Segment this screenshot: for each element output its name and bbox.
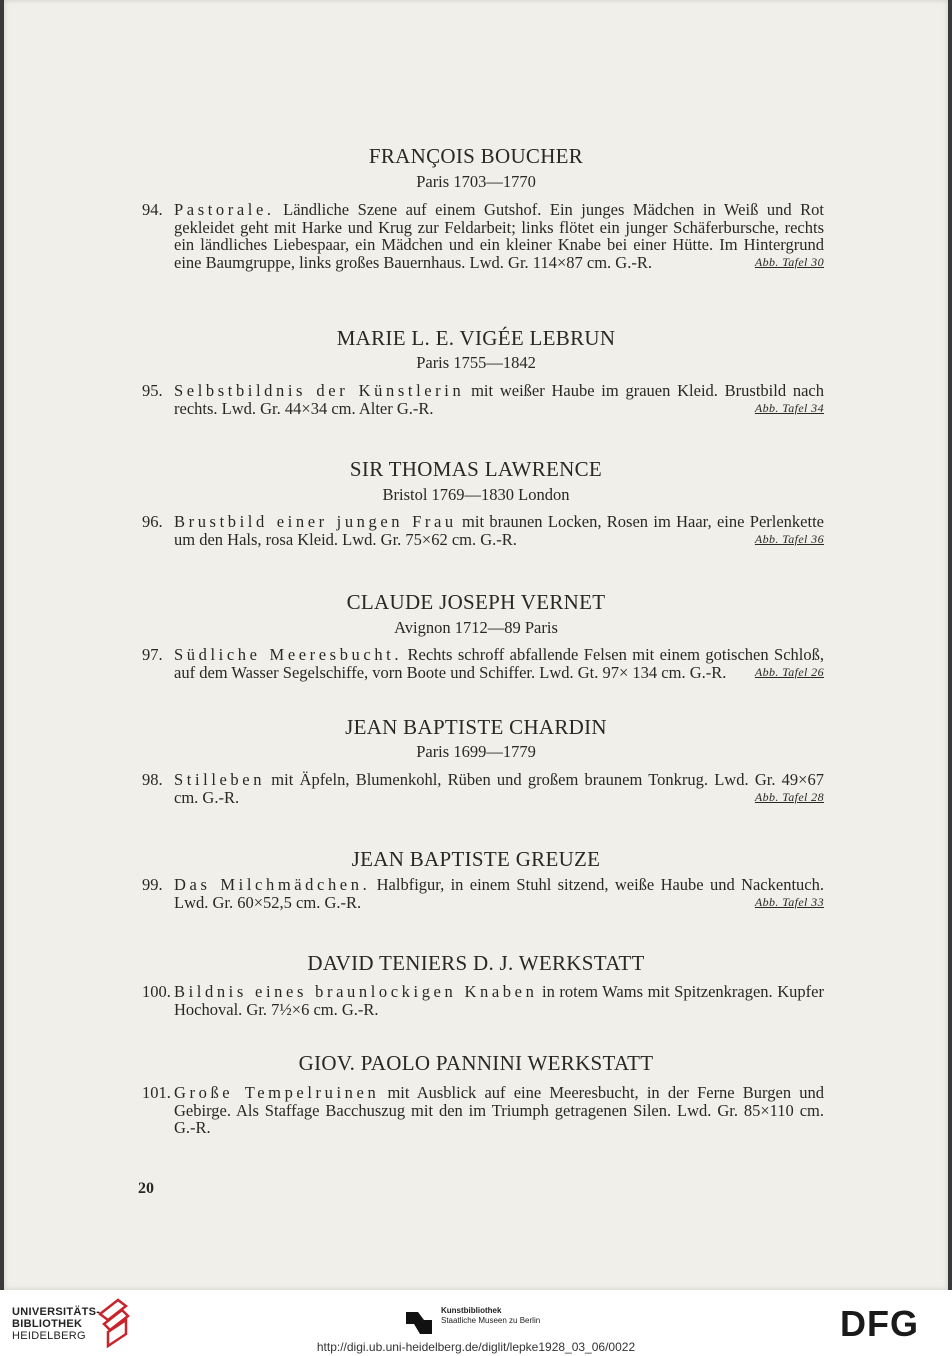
- permalink-url[interactable]: http://digi.ub.uni-heidelberg.de/diglit/lepke1928_03_06/0022: [316, 1340, 636, 1354]
- entry-number: 96.: [142, 512, 163, 531]
- plate-reference: Abb. Tafel 33: [754, 894, 824, 909]
- entry-number: 99.: [142, 875, 163, 894]
- logo-line: Staatliche Museen zu Berlin: [441, 1316, 541, 1325]
- catalog-entry: [142, 381, 824, 418]
- entry-title: Pastorale.: [174, 200, 275, 219]
- logo-line: Kunstbibliothek: [441, 1306, 502, 1315]
- artist-dates: Paris 1703—1770: [416, 172, 536, 191]
- dfg-logo[interactable]: [840, 1306, 940, 1340]
- plate-reference: Abb. Tafel 28: [754, 789, 824, 804]
- viewer-footer: [0, 1290, 952, 1356]
- artist-dates: Bristol 1769—1830 London: [382, 485, 570, 504]
- entry-title: Stilleben: [174, 770, 266, 789]
- dfg-logo-text: DFG: [840, 1306, 919, 1340]
- entry-number: 101.: [142, 1083, 171, 1102]
- entry-title: Selbstbildnis der Künstlerin: [174, 381, 465, 400]
- entry-number: 100.: [142, 982, 171, 1001]
- catalog-entry: [142, 200, 824, 272]
- artist-dates: Paris 1755—1842: [416, 353, 536, 372]
- kunstbibliothek-logo-text[interactable]: [441, 1306, 540, 1326]
- catalog-entry: [142, 1083, 824, 1137]
- logo-line: UNIVERSITÄTS-: [12, 1306, 101, 1318]
- entry-title: Große Tempelruinen: [174, 1083, 380, 1102]
- plate-reference: Abb. Tafel 26: [754, 664, 824, 679]
- entry-title: Südliche Meeresbucht.: [174, 645, 403, 664]
- entry-description: mit Ausblick auf eine Meeresbucht, in der Ferne Burgen und Gebirge. Als Staffage Bacchuszug mit den im Triumph getragenen Silen. Lwd. Gr. 85×110 cm. G.-R.: [174, 1083, 824, 1137]
- logo-line: HEIDELBERG: [12, 1330, 86, 1342]
- catalog-entry: [142, 645, 824, 682]
- plate-reference: Abb. Tafel 30: [754, 254, 824, 269]
- entry-description: Halbfigur, in einem Stuhl sitzend, weiße Haube und Nackentuch. Lwd. Gr. 60×52,5 cm. G.-R.: [174, 875, 824, 912]
- artist-heading: JEAN BAPTISTE GREUZE: [351, 847, 601, 871]
- artist-dates: Paris 1699—1779: [416, 742, 536, 761]
- entry-description: mit weißer Haube im grauen Kleid. Brustbild nach rechts. Lwd. Gr. 44×34 cm. Alter G.-R.: [174, 381, 824, 418]
- entry-title: Brustbild einer jungen Frau: [174, 512, 457, 531]
- entry-description: Rechts schroff abfallende Felsen mit einem gotischen Schloß, auf dem Wasser Segelschiffe, vorn Boote und Schiffer. Lwd. Gt. 97× 134 cm. G.-R.: [174, 645, 824, 682]
- entry-number: 94.: [142, 200, 163, 219]
- catalog-entry: [142, 875, 824, 912]
- entry-number: 95.: [142, 381, 163, 400]
- university-library-logo-text[interactable]: [12, 1306, 100, 1342]
- artist-heading: GIOV. PAOLO PANNINI WERKSTATT: [298, 1051, 654, 1075]
- artist-heading: CLAUDE JOSEPH VERNET: [346, 590, 606, 614]
- artist-dates: Avignon 1712—89 Paris: [394, 618, 558, 637]
- logo-line: BIBLIOTHEK: [12, 1318, 83, 1330]
- entry-title: Bildnis eines braunlockigen Knaben: [174, 982, 538, 1001]
- entry-title: Das Milchmädchen.: [174, 875, 371, 894]
- artist-heading: DAVID TENIERS D. J. WERKSTATT: [307, 951, 645, 975]
- catalog-entry: [142, 512, 824, 549]
- artist-heading: MARIE L. E. VIGÉE LEBRUN: [336, 326, 616, 350]
- entry-number: 97.: [142, 645, 163, 664]
- artist-heading: FRANÇOIS BOUCHER: [368, 144, 584, 168]
- artist-heading: SIR THOMAS LAWRENCE: [349, 457, 603, 481]
- page-number: 20: [138, 1180, 154, 1197]
- plate-reference: Abb. Tafel 34: [754, 400, 824, 415]
- artist-heading: JEAN BAPTISTE CHARDIN: [345, 715, 607, 739]
- entry-number: 98.: [142, 770, 163, 789]
- entry-description: in rotem Wams mit Spitzenkragen. Kupfer Hochoval. Gr. 7½×6 cm. G.-R.: [174, 982, 824, 1019]
- entry-description: mit Äpfeln, Blumenkohl, Rüben und großem braunem Tonkrug. Lwd. Gr. 49×67 cm. G.-R.: [174, 770, 824, 807]
- plate-reference: Abb. Tafel 36: [754, 531, 824, 546]
- entry-description: mit braunen Locken, Rosen im Haar, eine Perlenkette um den Hals, rosa Kleid. Lwd. Gr. 75×62 cm. G.-R.: [174, 512, 824, 549]
- catalog-page: [4, 0, 948, 1290]
- kunstbibliothek-logo-icon: [404, 1310, 434, 1336]
- catalog-entry: [142, 770, 824, 807]
- entry-description: Ländliche Szene auf einem Gutshof. Ein junges Mädchen in Weiß und Rot gekleidet geht mit Harke und Krug zur Feldarbeit; links flötet ein junger Schäferbursche, rechts ein ländliches Liebespaar, ein Mädchen und ein kleiner Knabe bei einer Hütte. Im Hintergrund eine Baumgruppe, links großes Bauernhaus. Lwd. Gr. 114×87 cm. G.-R.: [174, 200, 824, 272]
- catalog-entry: [142, 982, 824, 1019]
